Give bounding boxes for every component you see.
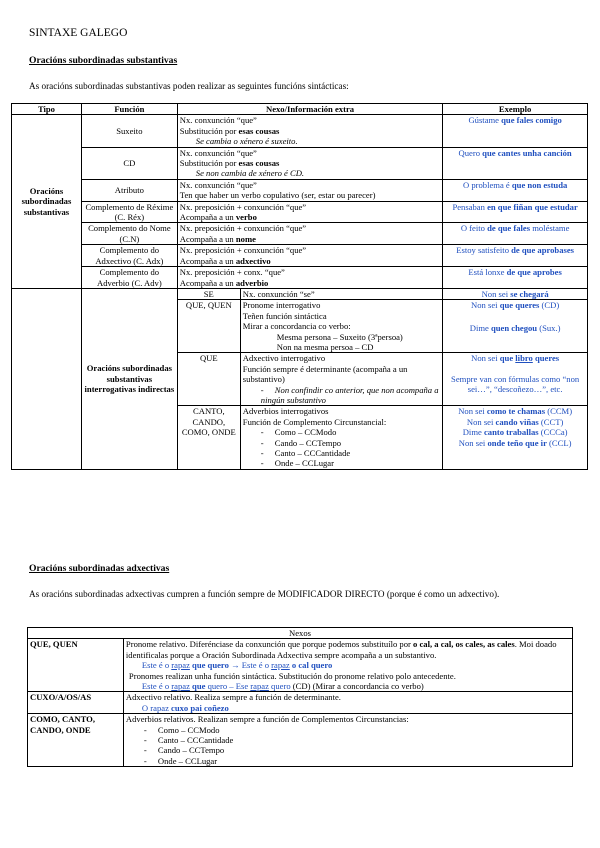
table-row xyxy=(12,179,588,201)
nexo-description: Adverbios relativos. Realizan sempre a función de Complementos Circunstancias: - Como – CCModo - Canto – CCCantidade - Cando – CCTempo - Onde – CCLugar xyxy=(123,714,572,767)
subnexo-adverbios: CANTO, CANDO, COMO, ONDE xyxy=(178,406,241,468)
header-nexos: Nexos xyxy=(28,628,573,639)
nexo-cell: Nx. preposición + conx. “que” Acompaña a un adverbio xyxy=(177,267,442,289)
nexo-cell: Nx. conxunción “que” Substitución por esas cousas Se cambia o xénero é suxeito. xyxy=(177,115,442,147)
funcion-cell: CD xyxy=(81,147,177,179)
list-item: - Canto – CCCantidade xyxy=(243,448,440,458)
table-substantivas xyxy=(11,103,588,470)
section-heading-substantivas: Oracións subordinadas substantivas xyxy=(29,55,178,66)
table-row xyxy=(28,714,573,767)
header-exemplo: Exemplo xyxy=(443,104,588,115)
table-row xyxy=(12,223,588,245)
header-funcion: Función xyxy=(81,104,177,115)
funcion-cell: Atributo xyxy=(81,179,177,201)
list-item: - Onde – CCLugar xyxy=(243,458,440,468)
subnexo-que: QUE xyxy=(178,353,241,405)
funcion-interrogativas: Oracións subordinadas substantivas interrogativas indirectas xyxy=(81,288,177,469)
list-item: - Cando – CCTempo xyxy=(243,438,440,448)
nexo-cell: Nx. preposición + conxunción “que” Acompaña a un nome xyxy=(177,223,442,245)
exemplo-cell: Gústame que fales comigo xyxy=(443,115,588,147)
list-item: - Cando – CCTempo xyxy=(126,745,570,755)
table-row xyxy=(12,267,588,289)
nexo-cuxo: CUXO/A/OS/AS xyxy=(28,692,124,714)
table-row xyxy=(12,245,588,267)
header-nexo: Nexo/Información extra xyxy=(177,104,442,115)
exemplo-cell: O feito de que fales moléstame xyxy=(443,223,588,245)
funcion-cell: Suxeito xyxy=(81,115,177,147)
list-item: - Onde – CCLugar xyxy=(126,756,570,766)
nexo-cell: QUE Adxectivo interrogativo Función sempre é determinante (acompaña a un substantivo) - Non confindir co anterior, que non acompaña a ningún substantivo xyxy=(177,353,442,406)
funcion-cell: Complemento do Nome (C.N) xyxy=(81,223,177,245)
funcion-cell: Complemento do Adxectivo (C. Adx) xyxy=(81,245,177,267)
table-row xyxy=(12,115,588,147)
table-row xyxy=(12,201,588,223)
table-row xyxy=(12,147,588,179)
nexo-description: Pronome relativo. Diferénciase da conxunción que porque podemos substituílo por o cal, a cal, os cales, as cales. Moi doado identificalas porque a Oración Subordinada Adxectiva sempre acompaña a un substantivo. Este é o rapaz que quero → Este é o rapaz o cal quero Pronomes realizan unha función sintáctica. Substitución do pronome relativo polo antecedente. Este é o rapaz que quero – Ese rapaz quero (CD) (Mirar a concordancia co verbo) xyxy=(123,639,572,692)
table-row xyxy=(28,692,573,714)
list-item: - Canto – CCCantidade xyxy=(126,735,570,745)
section-heading-adxectivas: Oracións subordinadas adxectivas xyxy=(29,563,170,574)
nexo-cell: SE Nx. conxunción “se” xyxy=(177,288,442,299)
exemplo-cell: Está lonxe de que aprobes xyxy=(443,267,588,289)
nexo-que-quen: QUE, QUEN xyxy=(28,639,124,692)
nexo-cell: Nx. preposición + conxunción “que” Acompaña a un adxectivo xyxy=(177,245,442,267)
funcion-cell: Complemento do Adverbio (C. Adv) xyxy=(81,267,177,289)
nexo-cell: CANTO, CANDO, COMO, ONDE Adverbios interrogativos Función de Complemento Circunstancial: - Como – CCModo - Cando – CCTempo - Canto – CCCantidade - Onde – CCLugar xyxy=(177,406,442,469)
exemplo-cell: Non sei que libro queres Sempre van con fórmulas como “non sei…”, “descoñezo…”, etc. xyxy=(443,353,588,406)
exemplo-cell: Estoy satisfeito de que aprobases xyxy=(443,245,588,267)
exemplo-cell: Non sei que queres (CD) Dime quen chegou (Sux.) xyxy=(443,300,588,353)
document-title: SINTAXE GALEGO xyxy=(29,27,128,39)
header-tipo: Tipo xyxy=(12,104,82,115)
nexo-cell: Nx. conxunción “que” Substitución por esas cousas Se non cambia de xénero é CD. xyxy=(177,147,442,179)
intro-substantivas: As oracións subordinadas substantivas poden realizar as seguintes funcións sintácticas: xyxy=(29,81,349,91)
nexo-cell: QUE, QUEN Pronome interrogativo Teñen función sintáctica Mirar a concordancia co verbo: Mesma persona – Suxeito (3ªpersoa) Non na mesma persoa – CD xyxy=(177,300,442,353)
exemplo-cell: Pensaban en que fiñan que estudar xyxy=(443,201,588,223)
nexo-cell: Nx. conxunción “que” Ten que haber un verbo copulativo (ser, estar ou parecer) xyxy=(177,179,442,201)
exemplo-cell: O problema é que non estuda xyxy=(443,179,588,201)
nexo-description: Adxectivo relativo. Realiza sempre a función de determinante. O rapaz cuxo pai coñezo xyxy=(123,692,572,714)
nexo-cell: Nx. preposición + conxunción “que” Acompaña a un verbo xyxy=(177,201,442,223)
subnexo-que-quen: QUE, QUEN xyxy=(178,300,241,352)
tipo-cell: Oracións subordinadas substantivas xyxy=(12,115,82,289)
list-item: - Como – CCModo xyxy=(126,725,570,735)
table-adxectivas xyxy=(27,627,573,767)
table-row xyxy=(12,288,588,299)
table-row xyxy=(28,639,573,692)
list-item: - Como – CCModo xyxy=(243,427,440,437)
exemplo-cell: Quero que cantes unha canción xyxy=(443,147,588,179)
subnexo-se: SE xyxy=(178,289,241,299)
table-header-row xyxy=(28,628,573,639)
exemplo-cell: Non sei como te chamas (CCM) Non sei cando viñas (CCT) Dime canto traballas (CCCa) Non sei onde teño que ir (CCL) xyxy=(443,406,588,469)
nexo-adverbios: COMO, CANTO, CANDO, ONDE xyxy=(28,714,124,767)
intro-adxectivas: As oracións subordinadas adxectivas cumpren a función sempre de MODIFICADOR DIRECTO (porque é como un adxectivo). xyxy=(29,589,500,599)
exemplo-cell: Non sei se chegará xyxy=(443,288,588,299)
funcion-cell: Complemento de Réxime (C. Réx) xyxy=(81,201,177,223)
table-header-row xyxy=(12,104,588,115)
